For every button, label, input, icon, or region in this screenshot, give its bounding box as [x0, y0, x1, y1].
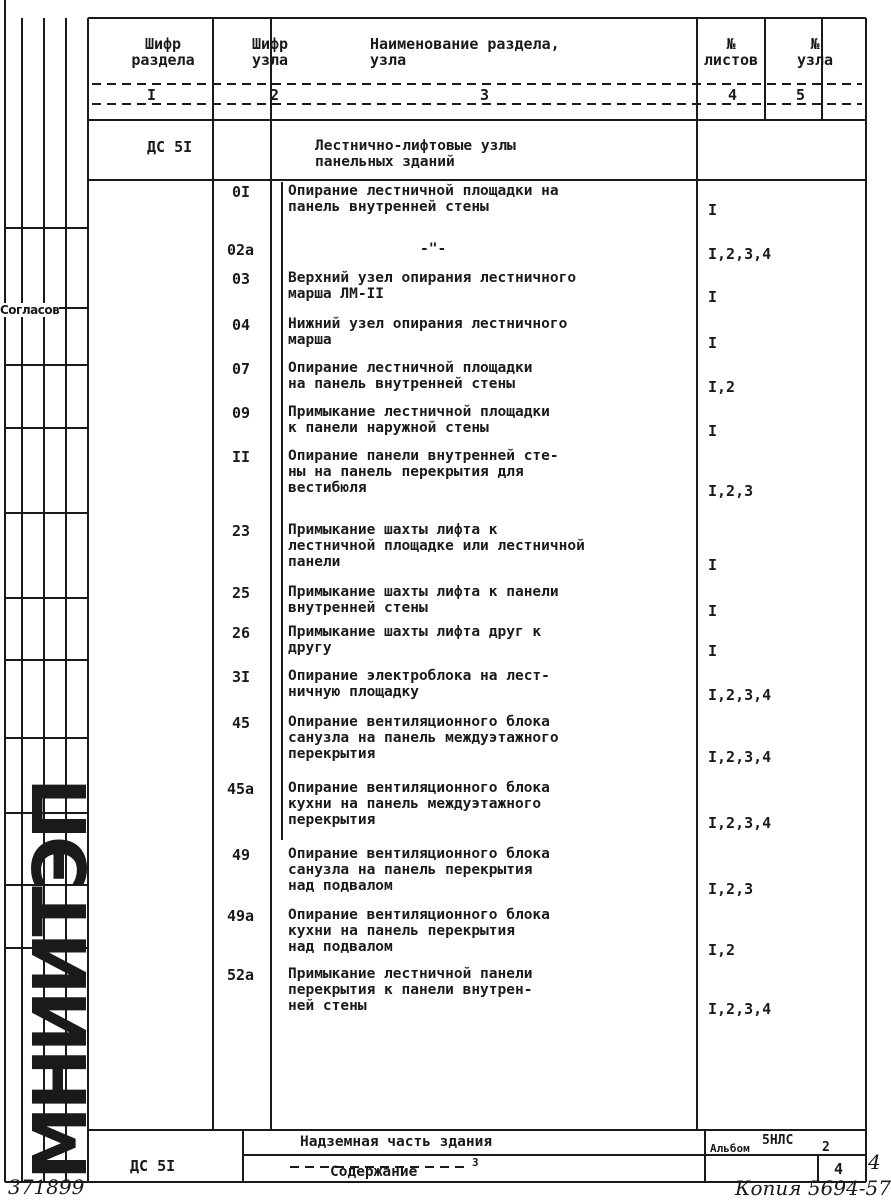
inventory-number: 371899 [8, 1175, 85, 1199]
footer-section-code: ДС 5I [130, 1157, 176, 1175]
row-node-name: Опирание вентиляционного блока кухни на панель междуэтажного перекрытия [288, 780, 550, 828]
row-sheet-numbers: I,2,3 [708, 482, 754, 500]
row-node-name: Примыкание лестничной площадки к панели наружной стены [288, 404, 550, 436]
row-node-code: 45а [227, 780, 255, 798]
row-node-name: Опирание вентиляционного блока санузла на панель междуэтажного перекрытия [288, 714, 559, 762]
row-sheet-numbers: I,2 [708, 378, 736, 396]
row-node-code: II [232, 448, 251, 466]
row-node-name: -"- [420, 241, 447, 257]
row-node-code: 49 [232, 846, 251, 864]
footer-building-part: Надземная часть здания [300, 1134, 493, 1150]
right-margin-mark: 4 [868, 1150, 881, 1174]
header-col-number-2: 2 [270, 86, 280, 104]
row-node-name: Верхний узел опирания лестничного марша ЛМ-II [288, 270, 577, 302]
row-node-name: Примыкание шахты лифта к панели внутренней стены [288, 584, 559, 616]
copy-note: Копия 5694-57 [735, 1176, 891, 1200]
row-node-code: 02а [227, 241, 255, 259]
row-sheet-numbers: I,2 [708, 941, 736, 959]
row-node-code: 25 [232, 584, 251, 602]
header-sheet-count: № листов [703, 35, 759, 69]
section-code: ДС 5I [147, 138, 193, 156]
header-col-number-3: 3 [480, 86, 490, 104]
row-node-code: 09 [232, 404, 251, 422]
header-name: Наименование раздела, узла [370, 35, 560, 69]
row-node-name: Опирание вентиляционного блока санузла на панель перекрытия над подвалом [288, 846, 550, 894]
row-node-name: Опирание лестничной площадки на панель внутренней стены [288, 183, 559, 215]
row-sheet-numbers: I [708, 334, 718, 352]
album-number: 2 [822, 1140, 830, 1155]
row-node-code: 52а [227, 966, 255, 984]
row-node-name: Примыкание лестничной панели перекрытия к панели внутрен- ней стены [288, 966, 533, 1014]
row-node-name: Нижний узел опирания лестничного марша [288, 316, 568, 348]
row-sheet-numbers: I [708, 422, 718, 440]
row-node-code: 07 [232, 360, 251, 378]
row-sheet-numbers: I,2,3,4 [708, 1000, 772, 1018]
row-sheet-numbers: I,2,3,4 [708, 245, 772, 263]
row-sheet-numbers: I,2,3,4 [708, 686, 772, 704]
row-sheet-numbers: I,2,3,4 [708, 748, 772, 766]
agreed-label: Согласов [0, 303, 60, 317]
footer-sub-number: 3 [472, 1156, 479, 1169]
row-node-name: Опирание лестничной площадки на панель внутренней стены [288, 360, 533, 392]
row-node-code: 04 [232, 316, 251, 334]
section-title: Лестнично-лифтовые узлы панельных зданий [315, 138, 516, 170]
album-label: Альбом [710, 1142, 750, 1155]
row-node-code: 45 [232, 714, 251, 732]
header-section-code: Шифр раздела [131, 35, 195, 69]
row-node-code: 3I [232, 668, 251, 686]
row-sheet-numbers: I,2,3 [708, 880, 754, 898]
header-node-number: № узла [796, 35, 834, 69]
row-sheet-numbers: I,2,3,4 [708, 814, 772, 832]
header-node-code: Шифр узла [251, 35, 289, 69]
row-sheet-numbers: I [708, 288, 718, 306]
row-node-code: 23 [232, 522, 251, 540]
row-node-code: 26 [232, 624, 251, 642]
header-col-number-5: 5 [796, 86, 806, 104]
row-node-code: 03 [232, 270, 251, 288]
institute-stamp: МНИИТЭП [18, 781, 104, 1180]
row-node-code: 49а [227, 907, 255, 925]
row-node-name: Опирание панели внутренней сте- ны на панель перекрытия для вестибюля [288, 448, 559, 496]
row-sheet-numbers: I [708, 642, 718, 660]
row-sheet-numbers: I [708, 556, 718, 574]
row-node-name: Примыкание шахты лифта к лестничной площадке или лестничной панели [288, 522, 585, 570]
header-col-number-4: 4 [728, 86, 738, 104]
row-node-name: Опирание вентиляционного блока кухни на панель перекрытия над подвалом [288, 907, 550, 955]
footer-content-label: Содержание [330, 1164, 418, 1180]
album-code: 5НЛС [762, 1133, 794, 1148]
row-node-name: Примыкание шахты лифта друг к другу [288, 624, 542, 656]
row-sheet-numbers: I [708, 602, 718, 620]
row-sheet-numbers: I [708, 201, 718, 219]
footer-page-number: 4 [834, 1160, 844, 1178]
row-node-code: 0I [232, 183, 251, 201]
header-col-number-1: I [147, 86, 157, 104]
row-node-name: Опирание электроблока на лест- ничную площадку [288, 668, 550, 700]
